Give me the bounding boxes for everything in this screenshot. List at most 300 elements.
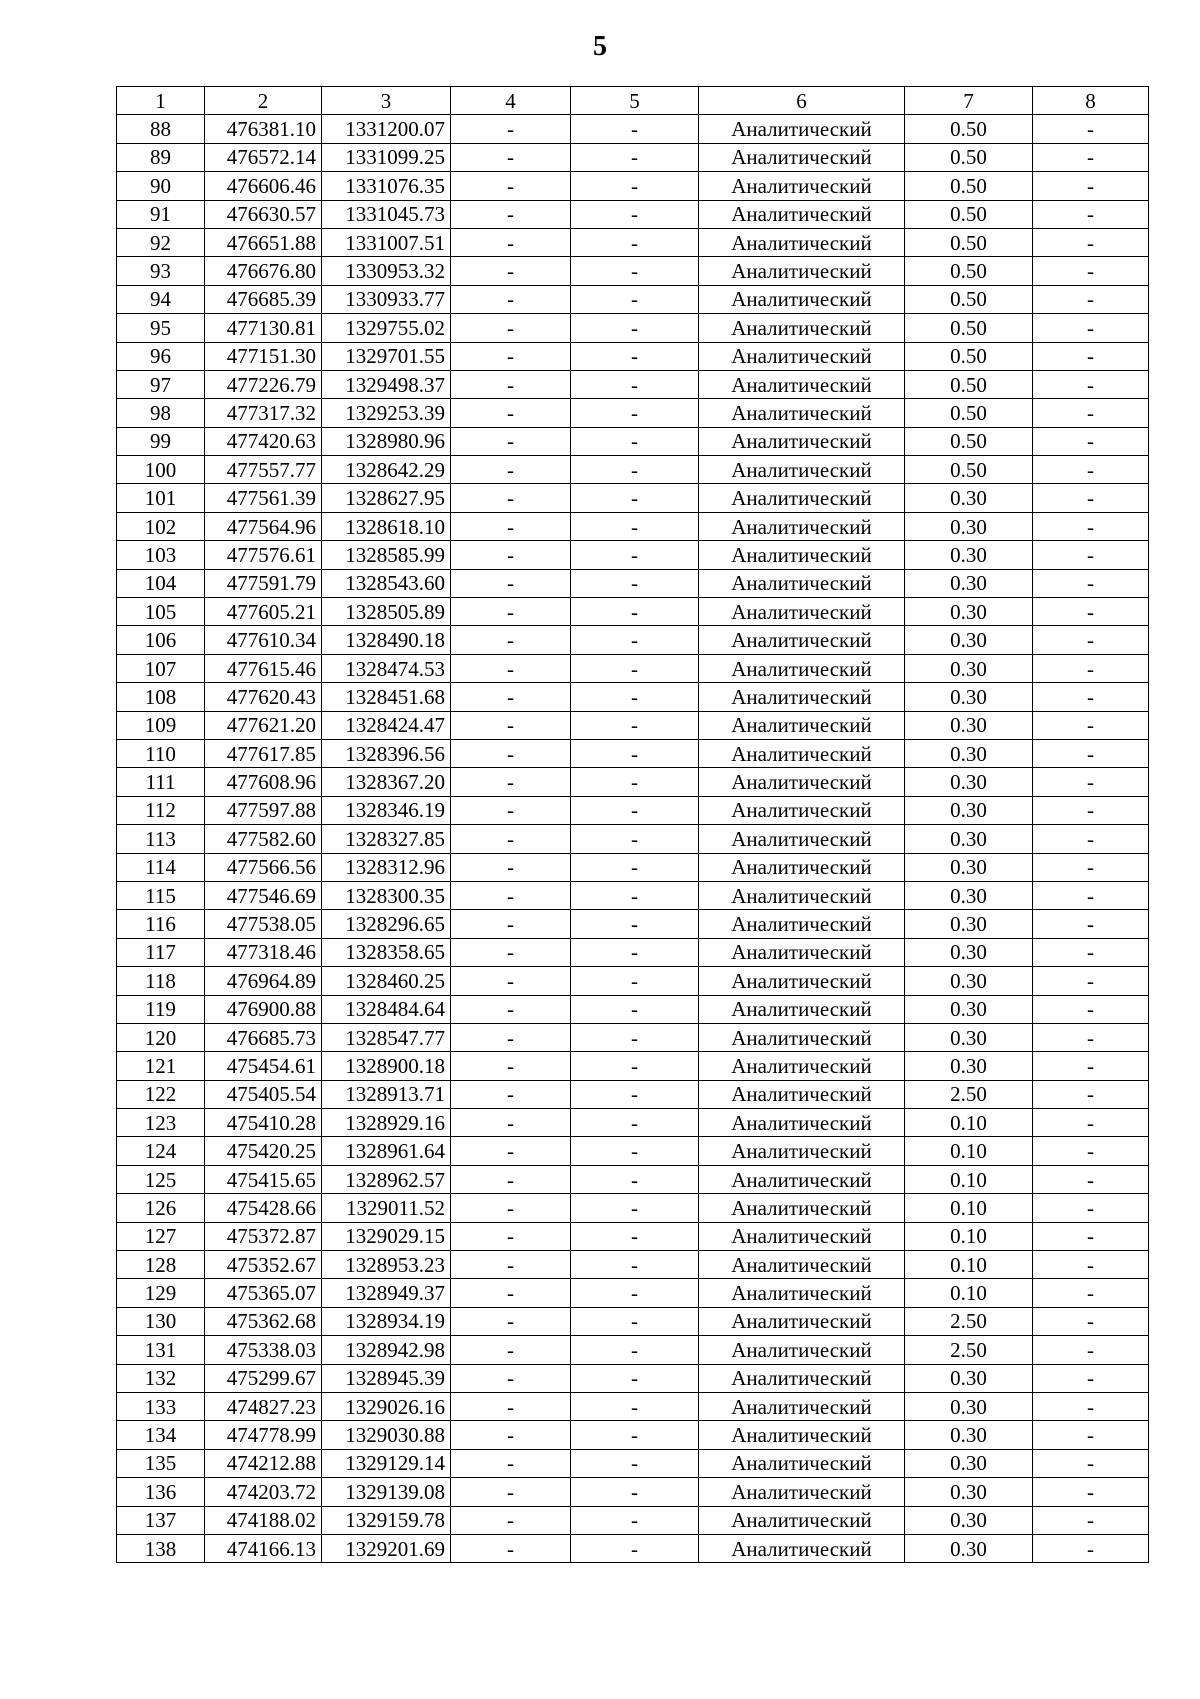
- cell-method: Аналитический: [699, 654, 905, 682]
- cell-method: Аналитический: [699, 938, 905, 966]
- cell-method: Аналитический: [699, 796, 905, 824]
- cell-point-number: 120: [117, 1023, 205, 1051]
- cell-col-8: -: [1033, 1222, 1149, 1250]
- cell-col-8: -: [1033, 172, 1149, 200]
- cell-col-8: -: [1033, 569, 1149, 597]
- cell-col-5: -: [571, 512, 699, 540]
- table-row: [117, 257, 1149, 285]
- cell-coord-x: 477561.39: [205, 484, 322, 512]
- cell-coord-x: 477582.60: [205, 825, 322, 853]
- cell-coord-x: 476685.39: [205, 285, 322, 313]
- cell-coord-y: 1329026.16: [322, 1392, 451, 1420]
- cell-col-8: -: [1033, 1251, 1149, 1279]
- table-row: [117, 1449, 1149, 1477]
- cell-col-4: -: [451, 1307, 571, 1335]
- cell-method: Аналитический: [699, 541, 905, 569]
- cell-coord-y: 1329030.88: [322, 1421, 451, 1449]
- cell-col-5: -: [571, 1478, 699, 1506]
- cell-accuracy: 0.30: [905, 910, 1033, 938]
- cell-col-5: -: [571, 711, 699, 739]
- cell-col-8: -: [1033, 739, 1149, 767]
- cell-accuracy: 0.30: [905, 853, 1033, 881]
- cell-col-8: -: [1033, 1478, 1149, 1506]
- cell-col-8: -: [1033, 200, 1149, 228]
- cell-col-8: -: [1033, 853, 1149, 881]
- cell-coord-y: 1328460.25: [322, 967, 451, 995]
- table-row: [117, 1279, 1149, 1307]
- cell-method: Аналитический: [699, 967, 905, 995]
- cell-method: Аналитический: [699, 285, 905, 313]
- cell-col-4: -: [451, 995, 571, 1023]
- cell-accuracy: 0.30: [905, 768, 1033, 796]
- cell-coord-x: 476676.80: [205, 257, 322, 285]
- cell-col-8: -: [1033, 342, 1149, 370]
- cell-coord-x: 476900.88: [205, 995, 322, 1023]
- cell-accuracy: 0.30: [905, 626, 1033, 654]
- cell-col-4: -: [451, 768, 571, 796]
- cell-coord-y: 1329029.15: [322, 1222, 451, 1250]
- cell-col-8: -: [1033, 995, 1149, 1023]
- cell-accuracy: 0.30: [905, 541, 1033, 569]
- table-row: [117, 1478, 1149, 1506]
- cell-col-5: -: [571, 995, 699, 1023]
- table-header: [117, 87, 1149, 115]
- cell-col-4: -: [451, 399, 571, 427]
- cell-accuracy: 0.10: [905, 1279, 1033, 1307]
- cell-coord-x: 475420.25: [205, 1137, 322, 1165]
- cell-coord-y: 1329701.55: [322, 342, 451, 370]
- cell-coord-y: 1328961.64: [322, 1137, 451, 1165]
- cell-coord-x: 477615.46: [205, 654, 322, 682]
- cell-point-number: 123: [117, 1109, 205, 1137]
- cell-accuracy: 0.30: [905, 1421, 1033, 1449]
- cell-coord-y: 1328962.57: [322, 1165, 451, 1193]
- cell-col-4: -: [451, 1165, 571, 1193]
- cell-coord-x: 474166.13: [205, 1534, 322, 1562]
- cell-col-4: -: [451, 1392, 571, 1420]
- cell-coord-x: 477621.20: [205, 711, 322, 739]
- cell-accuracy: 0.30: [905, 1364, 1033, 1392]
- cell-col-5: -: [571, 967, 699, 995]
- cell-col-8: -: [1033, 1052, 1149, 1080]
- cell-col-8: -: [1033, 1506, 1149, 1534]
- cell-col-8: -: [1033, 1279, 1149, 1307]
- cell-col-4: -: [451, 881, 571, 909]
- cell-coord-y: 1331045.73: [322, 200, 451, 228]
- cell-accuracy: 0.50: [905, 143, 1033, 171]
- cell-method: Аналитический: [699, 598, 905, 626]
- cell-col-5: -: [571, 1279, 699, 1307]
- cell-col-5: -: [571, 1109, 699, 1137]
- table-row: [117, 228, 1149, 256]
- cell-accuracy: 0.30: [905, 796, 1033, 824]
- cell-accuracy: 0.10: [905, 1251, 1033, 1279]
- cell-col-8: -: [1033, 1392, 1149, 1420]
- cell-method: Аналитический: [699, 881, 905, 909]
- cell-point-number: 101: [117, 484, 205, 512]
- cell-coord-y: 1328358.65: [322, 938, 451, 966]
- cell-method: Аналитический: [699, 257, 905, 285]
- cell-col-5: -: [571, 1364, 699, 1392]
- cell-coord-y: 1328327.85: [322, 825, 451, 853]
- cell-col-4: -: [451, 115, 571, 143]
- cell-col-5: -: [571, 370, 699, 398]
- cell-col-5: -: [571, 1392, 699, 1420]
- cell-point-number: 92: [117, 228, 205, 256]
- cell-coord-y: 1328424.47: [322, 711, 451, 739]
- cell-col-5: -: [571, 1222, 699, 1250]
- cell-accuracy: 0.30: [905, 1052, 1033, 1080]
- cell-col-4: -: [451, 1279, 571, 1307]
- cell-coord-y: 1329011.52: [322, 1194, 451, 1222]
- cell-point-number: 113: [117, 825, 205, 853]
- cell-coord-x: 477564.96: [205, 512, 322, 540]
- cell-accuracy: 2.50: [905, 1336, 1033, 1364]
- cell-method: Аналитический: [699, 768, 905, 796]
- cell-col-8: -: [1033, 1109, 1149, 1137]
- cell-point-number: 98: [117, 399, 205, 427]
- cell-coord-y: 1328300.35: [322, 881, 451, 909]
- cell-coord-x: 477318.46: [205, 938, 322, 966]
- cell-point-number: 91: [117, 200, 205, 228]
- cell-col-8: -: [1033, 427, 1149, 455]
- cell-method: Аналитический: [699, 1392, 905, 1420]
- cell-coord-y: 1328618.10: [322, 512, 451, 540]
- cell-method: Аналитический: [699, 370, 905, 398]
- cell-col-8: -: [1033, 399, 1149, 427]
- column-header-7: 7: [905, 87, 1033, 115]
- table-row: [117, 683, 1149, 711]
- cell-coord-y: 1329139.08: [322, 1478, 451, 1506]
- cell-point-number: 111: [117, 768, 205, 796]
- cell-col-5: -: [571, 541, 699, 569]
- table-row: [117, 711, 1149, 739]
- cell-accuracy: 0.30: [905, 995, 1033, 1023]
- cell-col-4: -: [451, 1109, 571, 1137]
- cell-coord-x: 474827.23: [205, 1392, 322, 1420]
- column-header-4: 4: [451, 87, 571, 115]
- cell-col-8: -: [1033, 1023, 1149, 1051]
- table-row: [117, 342, 1149, 370]
- cell-accuracy: 0.30: [905, 1534, 1033, 1562]
- cell-method: Аналитический: [699, 1478, 905, 1506]
- table-row: [117, 938, 1149, 966]
- cell-accuracy: 0.50: [905, 228, 1033, 256]
- cell-col-4: -: [451, 654, 571, 682]
- cell-col-4: -: [451, 938, 571, 966]
- cell-col-4: -: [451, 1336, 571, 1364]
- cell-point-number: 133: [117, 1392, 205, 1420]
- table-row: [117, 1392, 1149, 1420]
- cell-col-5: -: [571, 314, 699, 342]
- cell-point-number: 122: [117, 1080, 205, 1108]
- table-row: [117, 1194, 1149, 1222]
- cell-point-number: 125: [117, 1165, 205, 1193]
- cell-point-number: 119: [117, 995, 205, 1023]
- column-header-3: 3: [322, 87, 451, 115]
- cell-col-5: -: [571, 1506, 699, 1534]
- cell-coord-y: 1328547.77: [322, 1023, 451, 1051]
- table-row: [117, 967, 1149, 995]
- cell-col-5: -: [571, 257, 699, 285]
- table-row: [117, 115, 1149, 143]
- cell-col-5: -: [571, 853, 699, 881]
- cell-point-number: 138: [117, 1534, 205, 1562]
- table-row: [117, 143, 1149, 171]
- table-row: [117, 1109, 1149, 1137]
- cell-coord-x: 477576.61: [205, 541, 322, 569]
- cell-col-8: -: [1033, 1421, 1149, 1449]
- table-row: [117, 598, 1149, 626]
- cell-col-8: -: [1033, 825, 1149, 853]
- cell-col-4: -: [451, 1023, 571, 1051]
- cell-method: Аналитический: [699, 1449, 905, 1477]
- cell-method: Аналитический: [699, 427, 905, 455]
- cell-col-4: -: [451, 314, 571, 342]
- cell-col-8: -: [1033, 938, 1149, 966]
- cell-coord-x: 477546.69: [205, 881, 322, 909]
- cell-coord-y: 1328913.71: [322, 1080, 451, 1108]
- table-row: [117, 1534, 1149, 1562]
- cell-accuracy: 0.10: [905, 1194, 1033, 1222]
- table-row: [117, 1307, 1149, 1335]
- cell-coord-x: 474188.02: [205, 1506, 322, 1534]
- cell-coord-y: 1329201.69: [322, 1534, 451, 1562]
- column-header-5: 5: [571, 87, 699, 115]
- cell-col-8: -: [1033, 1165, 1149, 1193]
- table-row: [117, 1080, 1149, 1108]
- cell-coord-x: 475405.54: [205, 1080, 322, 1108]
- cell-col-5: -: [571, 1449, 699, 1477]
- cell-point-number: 129: [117, 1279, 205, 1307]
- cell-coord-x: 476381.10: [205, 115, 322, 143]
- cell-col-4: -: [451, 512, 571, 540]
- cell-point-number: 118: [117, 967, 205, 995]
- cell-coord-y: 1328484.64: [322, 995, 451, 1023]
- column-header-1: 1: [117, 87, 205, 115]
- cell-col-5: -: [571, 228, 699, 256]
- cell-coord-x: 477620.43: [205, 683, 322, 711]
- cell-point-number: 137: [117, 1506, 205, 1534]
- cell-accuracy: 0.30: [905, 967, 1033, 995]
- cell-coord-x: 477617.85: [205, 739, 322, 767]
- cell-col-5: -: [571, 569, 699, 597]
- cell-method: Аналитический: [699, 1023, 905, 1051]
- cell-point-number: 134: [117, 1421, 205, 1449]
- cell-point-number: 117: [117, 938, 205, 966]
- cell-coord-x: 477226.79: [205, 370, 322, 398]
- cell-col-4: -: [451, 1506, 571, 1534]
- cell-accuracy: 0.30: [905, 1506, 1033, 1534]
- cell-col-4: -: [451, 427, 571, 455]
- cell-accuracy: 0.30: [905, 1449, 1033, 1477]
- cell-accuracy: 0.50: [905, 115, 1033, 143]
- cell-col-8: -: [1033, 1194, 1149, 1222]
- table-row: [117, 1421, 1149, 1449]
- cell-coord-y: 1331007.51: [322, 228, 451, 256]
- cell-point-number: 95: [117, 314, 205, 342]
- table-row: [117, 654, 1149, 682]
- cell-method: Аналитический: [699, 1251, 905, 1279]
- cell-point-number: 112: [117, 796, 205, 824]
- cell-coord-y: 1328934.19: [322, 1307, 451, 1335]
- cell-point-number: 128: [117, 1251, 205, 1279]
- cell-coord-x: 475415.65: [205, 1165, 322, 1193]
- cell-method: Аналитический: [699, 1080, 905, 1108]
- cell-accuracy: 0.30: [905, 1478, 1033, 1506]
- cell-coord-x: 476606.46: [205, 172, 322, 200]
- cell-method: Аналитический: [699, 569, 905, 597]
- cell-col-5: -: [571, 1137, 699, 1165]
- table-row: [117, 1137, 1149, 1165]
- cell-point-number: 94: [117, 285, 205, 313]
- cell-accuracy: 0.50: [905, 200, 1033, 228]
- table-row: [117, 739, 1149, 767]
- cell-coord-x: 475362.68: [205, 1307, 322, 1335]
- cell-col-8: -: [1033, 512, 1149, 540]
- cell-col-4: -: [451, 626, 571, 654]
- cell-col-8: -: [1033, 768, 1149, 796]
- cell-col-5: -: [571, 1023, 699, 1051]
- cell-col-5: -: [571, 654, 699, 682]
- cell-point-number: 136: [117, 1478, 205, 1506]
- table-row: [117, 853, 1149, 881]
- cell-col-8: -: [1033, 257, 1149, 285]
- cell-coord-x: 475352.67: [205, 1251, 322, 1279]
- cell-coord-x: 477130.81: [205, 314, 322, 342]
- table-row: [117, 484, 1149, 512]
- cell-col-4: -: [451, 825, 571, 853]
- cell-method: Аналитический: [699, 739, 905, 767]
- cell-method: Аналитический: [699, 456, 905, 484]
- table-row: [117, 995, 1149, 1023]
- cell-col-8: -: [1033, 228, 1149, 256]
- cell-coord-y: 1328396.56: [322, 739, 451, 767]
- cell-accuracy: 0.50: [905, 456, 1033, 484]
- table-row: [117, 541, 1149, 569]
- cell-col-4: -: [451, 1251, 571, 1279]
- cell-method: Аналитический: [699, 228, 905, 256]
- cell-col-5: -: [571, 796, 699, 824]
- cell-col-4: -: [451, 1222, 571, 1250]
- cell-method: Аналитический: [699, 200, 905, 228]
- cell-col-5: -: [571, 683, 699, 711]
- cell-point-number: 88: [117, 115, 205, 143]
- cell-coord-x: 476685.73: [205, 1023, 322, 1051]
- cell-coord-x: 476630.57: [205, 200, 322, 228]
- cell-col-4: -: [451, 1052, 571, 1080]
- cell-accuracy: 0.10: [905, 1137, 1033, 1165]
- cell-coord-y: 1331099.25: [322, 143, 451, 171]
- table-row: [117, 512, 1149, 540]
- table-row: [117, 569, 1149, 597]
- cell-coord-y: 1328942.98: [322, 1336, 451, 1364]
- table-row: [117, 1336, 1149, 1364]
- table-row: [117, 399, 1149, 427]
- column-header-8: 8: [1033, 87, 1149, 115]
- cell-col-8: -: [1033, 1336, 1149, 1364]
- cell-method: Аналитический: [699, 314, 905, 342]
- cell-method: Аналитический: [699, 910, 905, 938]
- cell-col-5: -: [571, 456, 699, 484]
- cell-col-8: -: [1033, 683, 1149, 711]
- cell-accuracy: 0.30: [905, 711, 1033, 739]
- cell-accuracy: 0.10: [905, 1109, 1033, 1137]
- table-row: [117, 1165, 1149, 1193]
- cell-point-number: 114: [117, 853, 205, 881]
- cell-coord-x: 474212.88: [205, 1449, 322, 1477]
- cell-col-4: -: [451, 711, 571, 739]
- cell-col-4: -: [451, 1080, 571, 1108]
- cell-col-4: -: [451, 342, 571, 370]
- cell-col-5: -: [571, 342, 699, 370]
- cell-point-number: 93: [117, 257, 205, 285]
- cell-col-5: -: [571, 938, 699, 966]
- cell-accuracy: 0.30: [905, 569, 1033, 597]
- cell-point-number: 109: [117, 711, 205, 739]
- cell-col-4: -: [451, 683, 571, 711]
- cell-point-number: 104: [117, 569, 205, 597]
- cell-col-8: -: [1033, 711, 1149, 739]
- cell-coord-x: 475410.28: [205, 1109, 322, 1137]
- cell-col-5: -: [571, 115, 699, 143]
- cell-accuracy: 0.50: [905, 427, 1033, 455]
- cell-col-4: -: [451, 1194, 571, 1222]
- cell-point-number: 124: [117, 1137, 205, 1165]
- cell-col-8: -: [1033, 626, 1149, 654]
- cell-coord-y: 1328953.23: [322, 1251, 451, 1279]
- cell-col-8: -: [1033, 143, 1149, 171]
- cell-accuracy: 0.50: [905, 399, 1033, 427]
- cell-accuracy: 0.30: [905, 654, 1033, 682]
- cell-method: Аналитический: [699, 1052, 905, 1080]
- table-row: [117, 456, 1149, 484]
- cell-coord-y: 1330933.77: [322, 285, 451, 313]
- table-row: [117, 172, 1149, 200]
- cell-col-5: -: [571, 285, 699, 313]
- cell-coord-x: 474778.99: [205, 1421, 322, 1449]
- cell-coord-x: 476651.88: [205, 228, 322, 256]
- cell-coord-y: 1328945.39: [322, 1364, 451, 1392]
- table-row: [117, 626, 1149, 654]
- table-row: [117, 427, 1149, 455]
- cell-method: Аналитический: [699, 1194, 905, 1222]
- cell-accuracy: 2.50: [905, 1307, 1033, 1335]
- cell-coord-x: 477317.32: [205, 399, 322, 427]
- cell-coord-y: 1328900.18: [322, 1052, 451, 1080]
- column-header-2: 2: [205, 87, 322, 115]
- cell-point-number: 99: [117, 427, 205, 455]
- cell-point-number: 121: [117, 1052, 205, 1080]
- cell-col-4: -: [451, 257, 571, 285]
- cell-point-number: 100: [117, 456, 205, 484]
- cell-col-8: -: [1033, 1449, 1149, 1477]
- cell-method: Аналитический: [699, 825, 905, 853]
- cell-point-number: 107: [117, 654, 205, 682]
- cell-point-number: 116: [117, 910, 205, 938]
- cell-col-4: -: [451, 456, 571, 484]
- cell-method: Аналитический: [699, 1506, 905, 1534]
- cell-method: Аналитический: [699, 1421, 905, 1449]
- cell-point-number: 102: [117, 512, 205, 540]
- cell-coord-y: 1328346.19: [322, 796, 451, 824]
- cell-col-4: -: [451, 172, 571, 200]
- cell-accuracy: 0.50: [905, 257, 1033, 285]
- cell-coord-y: 1328543.60: [322, 569, 451, 597]
- header-row: [117, 87, 1149, 115]
- cell-col-4: -: [451, 1534, 571, 1562]
- cell-col-4: -: [451, 1449, 571, 1477]
